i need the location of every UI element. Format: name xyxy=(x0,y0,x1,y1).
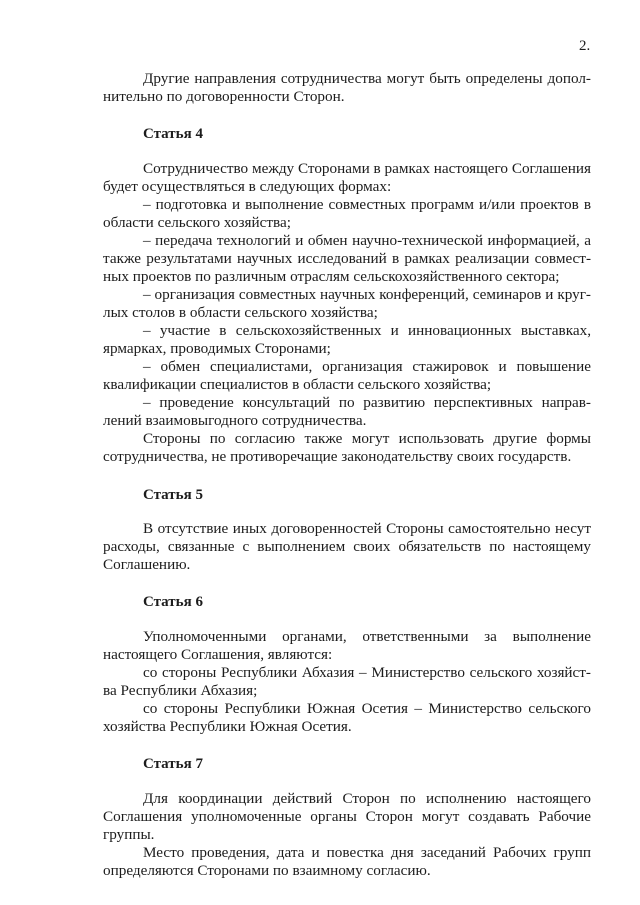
text-line: Другие направления сотрудничества могут быть определены допол- xyxy=(143,70,591,87)
text-line: Для координации действий Сторон по исполнению настоящего xyxy=(143,790,591,807)
text-line: Стороны по согласию также могут использовать другие формы xyxy=(143,430,591,447)
article-6-heading: Статья 6 xyxy=(143,594,203,610)
text-line: также результатами научных исследований в рамках реализации совмест- xyxy=(103,250,591,267)
text-line: ва Республики Абхазия; xyxy=(103,682,258,699)
text-line: Уполномоченными органами, ответственными за выполнение xyxy=(143,628,591,645)
text-line: будет осуществляться в следующих формах: xyxy=(103,178,392,195)
text-line: – обмен специалистами, организация стажировок и повышение xyxy=(143,358,591,375)
text-line: нительно по договоренности Сторон. xyxy=(103,88,345,105)
text-line: Сотрудничество между Сторонами в рамках настоящего Соглашения xyxy=(143,160,591,177)
text-line: расходы, связанные с выполнением своих обязательств по настоящему xyxy=(103,538,591,555)
text-line: ных проектов по различным отраслям сельскохозяйственного сектора; xyxy=(103,268,560,285)
text-line: группы. xyxy=(103,826,155,843)
text-line: Место проведения, дата и повестка дня заседаний Рабочих групп xyxy=(143,844,591,861)
article-7-heading: Статья 7 xyxy=(143,756,203,772)
text-line: области сельского хозяйства; xyxy=(103,214,291,231)
text-line: лений взаимовыгодного сотрудничества. xyxy=(103,412,367,429)
text-line: хозяйства Республики Южная Осетия. xyxy=(103,718,352,735)
text-line: – участие в сельскохозяйственных и инновационных выставках, xyxy=(143,322,591,339)
text-line: со стороны Республики Абхазия – Министерство сельского хозяйст- xyxy=(143,664,591,681)
article-4-heading: Статья 4 xyxy=(143,126,203,142)
text-line: – проведение консультаций по развитию перспективных направ- xyxy=(143,394,591,411)
text-line: Соглашения уполномоченные органы Сторон могут создавать Рабочие xyxy=(103,808,591,825)
article-5-heading: Статья 5 xyxy=(143,487,203,503)
text-line: В отсутствие иных договоренностей Стороны самостоятельно несут xyxy=(143,520,591,537)
text-line: Соглашению. xyxy=(103,556,191,573)
text-line: – организация совместных научных конференций, семинаров и круг- xyxy=(143,286,591,303)
text-line: ярмарках, проводимых Сторонами; xyxy=(103,340,331,357)
page-number: 2. xyxy=(579,38,591,54)
text-line: квалификации специалистов в области сельского хозяйства; xyxy=(103,376,492,393)
text-line: – передача технологий и обмен научно-технической информацией, а xyxy=(143,232,591,249)
text-line: сотрудничества, не противоречащие законодательству своих государств. xyxy=(103,448,572,465)
text-line: – подготовка и выполнение совместных программ и/или проектов в xyxy=(143,196,591,213)
text-line: настоящего Соглашения, являются: xyxy=(103,646,333,663)
text-line: лых столов в области сельского хозяйства; xyxy=(103,304,378,321)
text-line: определяются Сторонами по взаимному согласию. xyxy=(103,862,431,879)
text-line: со стороны Республики Южная Осетия – Министерство сельского xyxy=(143,700,591,717)
